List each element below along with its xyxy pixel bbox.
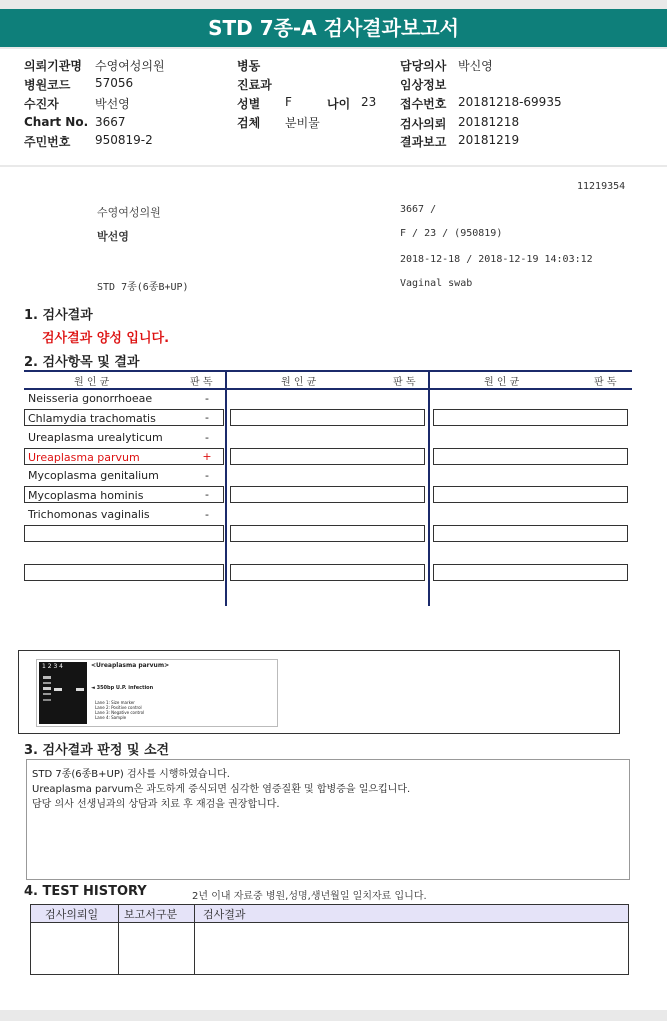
reception-value: 20181218-69935	[458, 95, 562, 109]
pathogen-result-positive: +	[202, 450, 212, 463]
hospital-code-label: 병원코드	[24, 78, 71, 92]
gel-image-panel	[18, 650, 620, 734]
requested-label: 검사의뢰	[400, 117, 447, 131]
section-history-heading: 4. TEST HISTORY	[24, 884, 147, 899]
empty-cell	[24, 564, 224, 581]
history-table	[30, 904, 629, 975]
info-chart: 3667 /	[400, 204, 437, 215]
rrn-label: 주민번호	[24, 135, 71, 149]
empty-cell	[433, 448, 628, 465]
pathogen-result: -	[205, 392, 209, 405]
empty-cell	[230, 486, 425, 503]
pathogen-name-positive: Ureaplasma parvum	[24, 448, 224, 465]
info-patient: 박선영	[97, 230, 129, 243]
empty-cell	[433, 564, 628, 581]
institution-label: 의뢰기관명	[24, 59, 82, 73]
info-test: STD 7종(6종B+UP)	[97, 282, 189, 293]
result-statement: 검사결과 양성 입니다.	[42, 331, 170, 346]
pathogen-result: -	[205, 508, 209, 521]
report-title: STD 7종-A 검사결과보고서	[0, 9, 667, 47]
gel-lanes	[39, 662, 87, 724]
gel-legend-item: Lane 4: Sample	[95, 715, 127, 720]
reception-label: 접수번호	[400, 97, 447, 111]
info-sex-age: F / 23 / (950819)	[400, 228, 503, 239]
history-col-type: 보고서구분	[124, 908, 178, 921]
section-opinion-heading: 3. 검사결과 판정 및 소견	[24, 743, 170, 758]
clinical-label: 임상정보	[400, 78, 447, 92]
chart-value: 3667	[95, 115, 126, 129]
info-dates: 2018-12-18 / 2018-12-19 14:03:12	[400, 254, 593, 265]
patient-value: 박선영	[95, 97, 130, 111]
empty-cell	[230, 525, 425, 542]
hospital-code-value: 57056	[95, 76, 134, 90]
report-id: 11219354	[577, 181, 626, 192]
pathogen-result: -	[205, 469, 209, 482]
pathogen-name: Neisseria gonorrhoeae	[28, 392, 153, 405]
ward-label: 병동	[237, 59, 261, 73]
empty-cell	[433, 525, 628, 542]
report-header	[0, 49, 667, 165]
col-pathogen-2: 원 인 균	[281, 377, 317, 388]
col-pathogen-3: 원 인 균	[484, 377, 520, 388]
pathogen-result: -	[205, 411, 209, 424]
reported-label: 결과보고	[400, 135, 447, 149]
pathogen-name: Mycoplasma hominis	[24, 486, 224, 503]
age-value: 23	[361, 95, 377, 109]
grid-divider	[225, 370, 227, 606]
info-clinic: 수영여성의원	[97, 206, 161, 219]
col-judge-2: 판 독	[393, 377, 416, 388]
opinion-line: Ureaplasma parvum은 과도하게 증식되면 심각한 염증질환 및 합병증을 일으킵니다.	[32, 784, 411, 795]
gel-legend-item: Lane 1: Size marker	[95, 700, 135, 705]
history-col-date: 검사의뢰일	[45, 908, 99, 921]
doctor-label: 담당의사	[400, 59, 447, 73]
specimen-label: 검체	[237, 116, 261, 130]
opinion-box	[26, 759, 630, 880]
gel-lane-numbers: 1 2 3 4	[42, 663, 63, 670]
gel-legend-item: Lane 3: Negative control	[95, 710, 145, 715]
pathogen-result: -	[205, 431, 209, 444]
history-note: 2년 이내 자료중 병원,성명,생년월일 일치자료 입니다.	[192, 891, 427, 902]
opinion-line: 담당 의사 선생님과의 상담과 치료 후 재검을 권장합니다.	[32, 799, 280, 810]
institution-value: 수영여성의원	[95, 59, 165, 73]
specimen-value: 분비물	[285, 116, 320, 130]
empty-cell	[433, 409, 628, 426]
history-col-result: 검사결과	[203, 908, 246, 921]
chart-label: Chart No.	[24, 115, 89, 129]
empty-cell	[433, 486, 628, 503]
age-label: 나이	[327, 97, 351, 111]
patient-label: 수진자	[24, 97, 59, 111]
pathogen-name: Chlamydia trachomatis	[24, 409, 224, 426]
section-items-heading: 2. 검사항목 및 결과	[24, 355, 140, 370]
gel-legend-item: Lane 2: Positive control	[95, 705, 142, 710]
gel-band-label: ◄ 350bp U.P. infection	[91, 685, 154, 691]
pathogen-name: Trichomonas vaginalis	[28, 508, 150, 521]
pathogen-name: Mycoplasma genitalium	[28, 469, 159, 482]
reported-value: 20181219	[458, 133, 520, 147]
col-judge-3: 판 독	[594, 377, 617, 388]
requested-value: 20181218	[458, 115, 520, 129]
dept-label: 진료과	[237, 78, 272, 92]
grid-header	[24, 370, 632, 390]
sex-value: F	[285, 95, 292, 109]
sex-label: 성별	[237, 97, 261, 111]
info-specimen: Vaginal swab	[400, 278, 473, 289]
grid-divider	[428, 370, 430, 606]
empty-cell	[230, 564, 425, 581]
col-pathogen-1: 원 인 균	[74, 377, 110, 388]
pathogen-name: Ureaplasma urealyticum	[28, 431, 163, 444]
empty-cell	[24, 525, 224, 542]
empty-cell	[230, 448, 425, 465]
pathogen-result: -	[205, 488, 209, 501]
doctor-value: 박신영	[458, 59, 493, 73]
rrn-value: 950819-2	[95, 133, 153, 147]
section-result-heading: 1. 검사결과	[24, 308, 93, 323]
empty-cell	[230, 409, 425, 426]
col-judge-1: 판 독	[190, 377, 213, 388]
opinion-line: STD 7종(6종B+UP) 검사를 시행하였습니다.	[32, 769, 230, 780]
gel-electrophoresis-image	[36, 659, 278, 727]
gel-title: <Ureaplasma parvum>	[91, 662, 170, 669]
